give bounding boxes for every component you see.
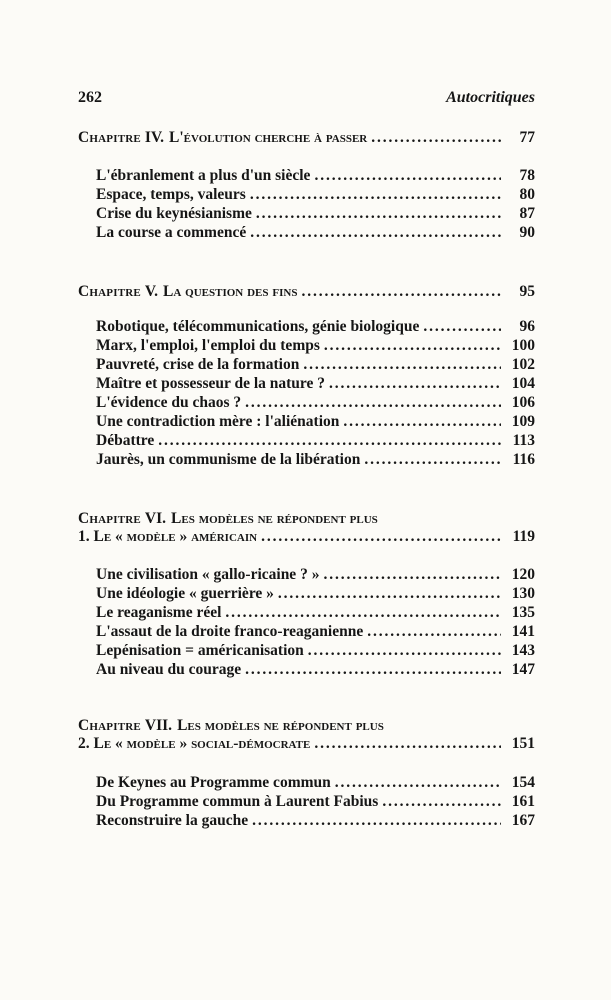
chapter-label: Chapitre bbox=[78, 283, 141, 300]
entry-title: Espace, temps, valeurs bbox=[96, 186, 246, 203]
toc-entry bbox=[96, 603, 535, 623]
chapter-label: Chapitre bbox=[78, 129, 141, 146]
dot-leader bbox=[367, 622, 501, 642]
chapter-subtitle-line bbox=[78, 734, 535, 754]
chapter-page: 95 bbox=[519, 283, 535, 300]
dot-leader bbox=[158, 431, 501, 451]
toc-entry bbox=[96, 336, 535, 356]
entry-page: 154 bbox=[511, 774, 535, 791]
entry-page: 135 bbox=[511, 604, 535, 621]
entry-title: Reconstruire la gauche bbox=[96, 812, 249, 829]
toc-entry bbox=[96, 450, 535, 470]
chapter-numeral: IV. bbox=[144, 129, 165, 146]
entry-page: 109 bbox=[511, 413, 535, 430]
running-title: Autocritiques bbox=[446, 89, 535, 106]
chapter-title: Les modèles ne répondent plus bbox=[171, 510, 378, 527]
entry-title: Le reaganisme réel bbox=[96, 604, 222, 621]
chapter-page: 151 bbox=[511, 735, 535, 752]
chapter-page: 77 bbox=[519, 129, 535, 146]
entry-title: L'ébranlement a plus d'un siècle bbox=[96, 167, 311, 184]
entry-title: Jaurès, un communisme de la libération bbox=[96, 451, 361, 468]
chapter-numeral: VII. bbox=[144, 717, 173, 734]
entry-page: 147 bbox=[511, 661, 535, 678]
entry-title: Lepénisation = américanisation bbox=[96, 642, 304, 659]
chapter-subtitle: 2. Le « modèle » social-démocrate bbox=[78, 735, 311, 752]
chapter-page: 119 bbox=[512, 528, 535, 545]
chapter-heading bbox=[78, 128, 535, 148]
entry-title: Au niveau du courage bbox=[96, 661, 242, 678]
chapter-subtitle-line bbox=[78, 527, 535, 547]
entry-page: 87 bbox=[519, 205, 535, 222]
entry-title: Marx, l'emploi, l'emploi du temps bbox=[96, 337, 320, 354]
toc-entry bbox=[96, 584, 535, 604]
toc-entry bbox=[96, 622, 535, 642]
dot-leader bbox=[323, 565, 501, 585]
dot-leader bbox=[423, 317, 501, 337]
toc-entry bbox=[96, 412, 535, 432]
dot-leader bbox=[256, 204, 501, 224]
toc-entry bbox=[96, 185, 535, 205]
entry-page: 102 bbox=[511, 356, 535, 373]
toc-entry bbox=[96, 641, 535, 661]
entry-title: Débattre bbox=[96, 432, 155, 449]
toc-entry bbox=[96, 166, 535, 186]
entry-title: Crise du keynésianisme bbox=[96, 205, 252, 222]
dot-leader bbox=[250, 223, 501, 243]
chapter-title: L'évolution cherche à passer bbox=[169, 129, 368, 146]
chapter-title: Les modèles ne répondent plus bbox=[177, 717, 384, 734]
toc-entry bbox=[96, 811, 535, 831]
dot-leader bbox=[303, 355, 501, 375]
dot-leader bbox=[314, 166, 501, 186]
chapter-numeral: VI. bbox=[144, 510, 167, 527]
entry-title: Du Programme commun à Laurent Fabius bbox=[96, 793, 379, 810]
dot-leader bbox=[225, 603, 501, 623]
entry-title: Robotique, télécommunications, génie biologique bbox=[96, 318, 420, 335]
toc-entry bbox=[96, 792, 535, 812]
dot-leader bbox=[371, 128, 501, 148]
entry-title: De Keynes au Programme commun bbox=[96, 774, 331, 791]
entry-page: 143 bbox=[511, 642, 535, 659]
entry-page: 120 bbox=[511, 566, 535, 583]
toc-entry bbox=[96, 773, 535, 793]
chapter-heading bbox=[78, 282, 535, 302]
toc-entry bbox=[96, 393, 535, 413]
toc-entry bbox=[96, 317, 535, 337]
chapter-label: Chapitre bbox=[78, 510, 141, 527]
dot-leader bbox=[324, 336, 501, 356]
chapter-heading bbox=[78, 716, 535, 736]
toc-entry bbox=[96, 660, 535, 680]
chapter-title: La question des fins bbox=[163, 283, 298, 300]
dot-leader bbox=[278, 584, 501, 604]
toc-entry bbox=[96, 374, 535, 394]
toc-entry bbox=[96, 355, 535, 375]
chapter-heading bbox=[78, 509, 535, 529]
entry-page: 80 bbox=[519, 186, 535, 203]
dot-leader bbox=[245, 393, 501, 413]
dot-leader bbox=[335, 773, 501, 793]
entry-page: 167 bbox=[511, 812, 535, 829]
entry-page: 116 bbox=[512, 451, 535, 468]
dot-leader bbox=[364, 450, 501, 470]
entry-title: Maître et possesseur de la nature ? bbox=[96, 375, 326, 392]
entry-title: Une civilisation « gallo-ricaine ? » bbox=[96, 566, 320, 583]
dot-leader bbox=[329, 374, 501, 394]
page-number: 262 bbox=[78, 89, 102, 106]
chapter-label: Chapitre bbox=[78, 717, 141, 734]
chapter-subtitle: 1. Le « modèle » américain bbox=[78, 528, 258, 545]
entry-page: 78 bbox=[519, 167, 535, 184]
entry-title: L'assaut de la droite franco-reaganienne bbox=[96, 623, 364, 640]
entry-page: 90 bbox=[519, 224, 535, 241]
entry-title: La course a commencé bbox=[96, 224, 247, 241]
dot-leader bbox=[308, 641, 501, 661]
entry-page: 161 bbox=[511, 793, 535, 810]
dot-leader bbox=[252, 811, 501, 831]
dot-leader bbox=[261, 527, 501, 547]
entry-page: 100 bbox=[511, 337, 535, 354]
dot-leader bbox=[382, 792, 501, 812]
dot-leader bbox=[343, 412, 501, 432]
entry-page: 141 bbox=[511, 623, 535, 640]
toc-entry bbox=[96, 223, 535, 243]
entry-title: L'évidence du chaos ? bbox=[96, 394, 242, 411]
entry-title: Une idéologie « guerrière » bbox=[96, 585, 274, 602]
entry-page: 106 bbox=[511, 394, 535, 411]
entry-page: 130 bbox=[511, 585, 535, 602]
toc-entry bbox=[96, 565, 535, 585]
toc-entry bbox=[96, 431, 535, 451]
entry-page: 96 bbox=[519, 318, 535, 335]
dot-leader bbox=[314, 734, 501, 754]
entry-title: Pauvreté, crise de la formation bbox=[96, 356, 300, 373]
dot-leader bbox=[301, 282, 501, 302]
entry-page: 113 bbox=[512, 432, 535, 449]
dot-leader bbox=[245, 660, 501, 680]
dot-leader bbox=[250, 185, 501, 205]
entry-title: Une contradiction mère : l'aliénation bbox=[96, 413, 340, 430]
chapter-numeral: V. bbox=[144, 283, 158, 300]
toc-entry bbox=[96, 204, 535, 224]
entry-page: 104 bbox=[511, 375, 535, 392]
